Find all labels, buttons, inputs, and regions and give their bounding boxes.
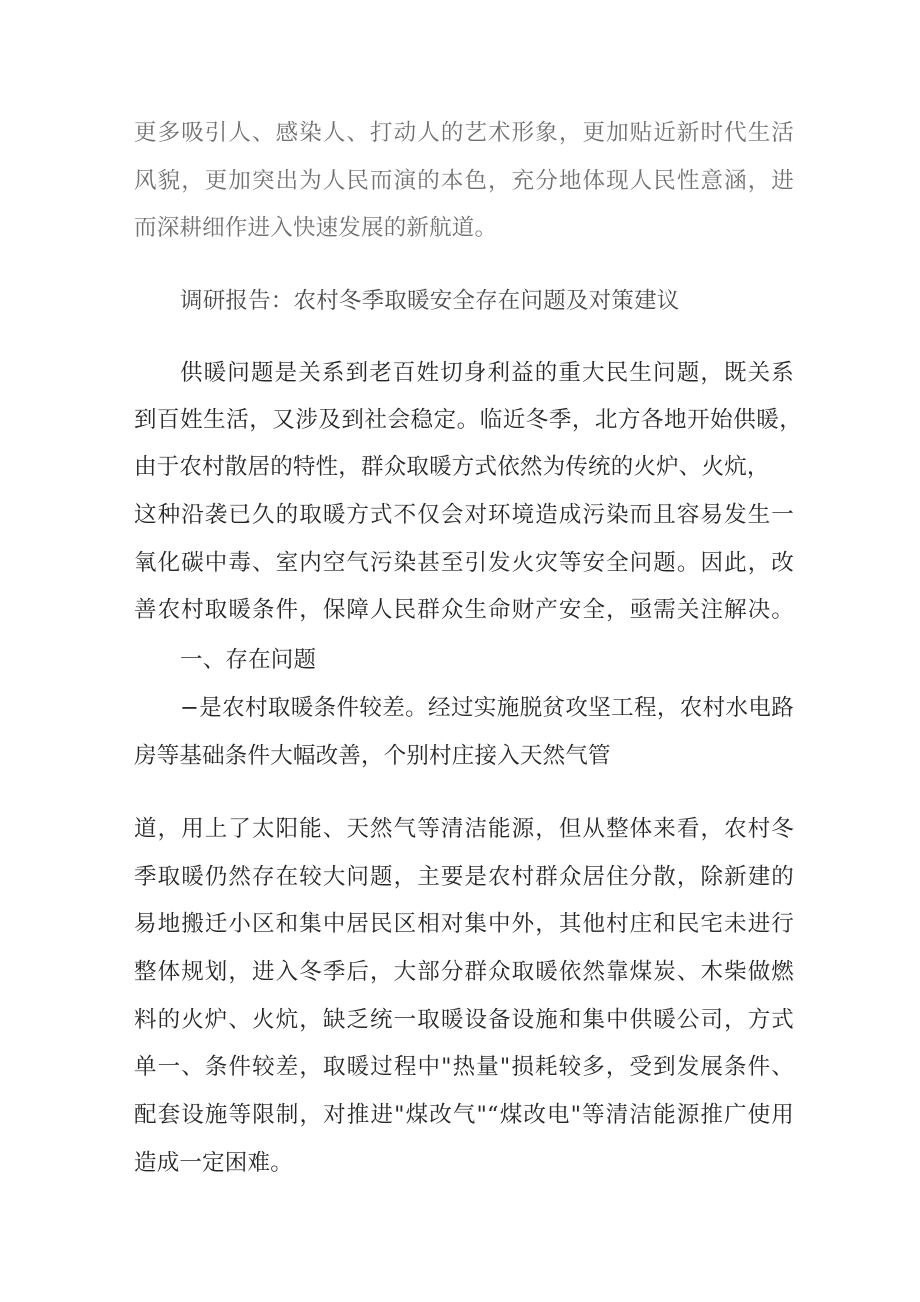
paragraph-line: 单一、条件较差，取暖过程中"热量"损耗较多，受到发展条件、 xyxy=(134,1054,794,1080)
paragraph-line: 料的火炉、火炕，缺乏统一取暖设备设施和集中供暖公司，方式 xyxy=(134,1007,794,1033)
paragraph-line: 房等基础条件大幅改善，个别村庄接入天然气管 xyxy=(134,743,611,769)
paragraph-line: 氧化碳中毒、室内空气污染甚至引发火灾等安全问题。因此，改 xyxy=(134,550,794,576)
intro-line: 更多吸引人、感染人、打动人的艺术形象，更加贴近新时代生活 xyxy=(134,120,794,146)
section-heading: 一、存在问题 xyxy=(180,647,317,673)
paragraph-line: 供暖问题是关系到老百姓切身利益的重大民生问题，既关系 xyxy=(180,360,794,386)
paragraph-line: 配套设施等限制，对推进"煤改气"“煤改电"等清洁能源推广使用 xyxy=(134,1102,794,1128)
paragraph-line: 季取暖仍然存在较大问题，主要是农村群众居住分散，除新建的 xyxy=(134,864,794,890)
paragraph-line: 这种沿袭已久的取暖方式不仅会对环境造成污染而且容易发生一 xyxy=(134,502,794,528)
report-title: 调研报告：农村冬季取暖安全存在问题及对策建议 xyxy=(180,288,680,314)
paragraph-line: 由于农村散居的特性，群众取暖方式依然为传统的火炉、火炕， xyxy=(134,454,770,480)
paragraph-line: 到百姓生活，又涉及到社会稳定。临近冬季，北方各地开始供暖， xyxy=(134,407,802,433)
intro-line: 风貌，更加突出为人民而演的本色，充分地体现人民性意涵，进 xyxy=(134,168,794,194)
paragraph-line: 造成一定困难。 xyxy=(134,1150,293,1176)
paragraph-line: 善农村取暖条件，保障人民群众生命财产安全，亟需关注解决。 xyxy=(134,597,794,623)
paragraph-line: −是农村取暖条件较差。经过实施脱贫攻坚工程，农村水电路 xyxy=(180,695,794,721)
intro-line: 而深耕细作进入快速发展的新航道。 xyxy=(134,215,498,241)
paragraph-line: 易地搬迁小区和集中居民区相对集中外，其他村庄和民宅未进行 xyxy=(134,911,794,937)
paragraph-line: 道，用上了太阳能、天然气等清洁能源，但从整体来看，农村冬 xyxy=(134,816,794,842)
paragraph-line: 整体规划，进入冬季后，大部分群众取暖依然靠煤炭、木柴做燃 xyxy=(134,959,794,985)
